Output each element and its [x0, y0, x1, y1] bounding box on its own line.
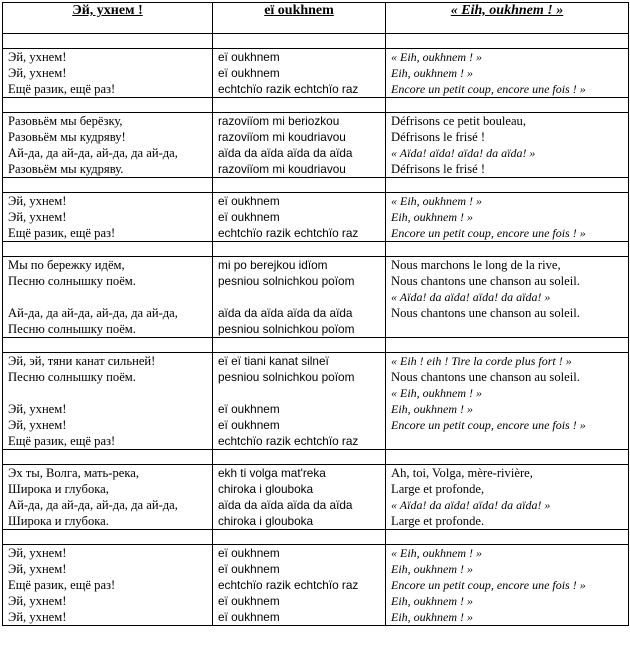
spacer-cell	[3, 178, 213, 193]
lyric-line: Nous chantons une chanson au soleil.	[391, 274, 580, 288]
spacer-cell	[386, 98, 629, 113]
lyric-line: Encore un petit coup, encore une fois ! »	[391, 226, 586, 240]
french-cell	[386, 113, 629, 178]
lyric-line: echtchïo razik echtchïo raz	[218, 82, 359, 96]
lyric-line	[8, 289, 207, 305]
lyric-line: eï oukhnem	[218, 562, 280, 576]
lyric-line: Nous marchons le long de la rive,	[391, 258, 561, 272]
lyric-line: Encore un petit coup, encore une fois ! »	[391, 578, 586, 592]
lyric-line: Песню солнышку поём.	[8, 274, 136, 288]
lyrics-body	[3, 34, 629, 626]
lyric-line: Эй, эй, тяни канат сильней!	[8, 354, 156, 368]
lyric-line: aïda da aïda aïda da aïda	[218, 498, 353, 512]
lyric-line: eï oukhnem	[218, 546, 280, 560]
lyric-line: Эй, ухнем!	[8, 546, 67, 560]
transliteration-cell	[213, 49, 386, 98]
french-cell	[386, 193, 629, 242]
spacer-row	[3, 34, 629, 49]
lyric-line: eï oukhnem	[218, 594, 280, 608]
lyric-line: eï oukhnem	[218, 402, 280, 416]
spacer-row	[3, 242, 629, 257]
lyric-line: Песню солнышку поём.	[8, 370, 136, 384]
transliteration-cell	[213, 113, 386, 178]
lyric-line: « Aïda! da aïda! aïda! da aïda! »	[391, 498, 551, 512]
spacer-cell	[213, 34, 386, 49]
french-cell	[386, 465, 629, 530]
header-russian: Эй, ухнем !	[3, 3, 213, 34]
verse-row	[3, 257, 629, 338]
lyric-line: « Eih, oukhnem ! »	[391, 546, 482, 560]
header-transliteration: eï oukhnem	[213, 3, 386, 34]
lyric-line: Défrisons ce petit bouleau,	[391, 114, 526, 128]
verse-row	[3, 353, 629, 450]
russian-cell	[3, 193, 213, 242]
lyric-line: Эй, ухнем!	[8, 194, 67, 208]
french-cell	[386, 353, 629, 450]
header-french: « Eih, oukhnem ! »	[386, 3, 629, 34]
lyric-line: Эй, ухнем!	[8, 66, 67, 80]
spacer-row	[3, 530, 629, 545]
lyric-line: Ah, toi, Volga, mère-rivière,	[391, 466, 533, 480]
lyric-line: echtchïo razik echtchïo raz	[218, 226, 359, 240]
lyric-line: Разовьём мы берёзку,	[8, 114, 123, 128]
lyric-line: Eih, oukhnem ! »	[391, 66, 473, 80]
lyric-line: Nous chantons une chanson au soleil.	[391, 306, 580, 320]
lyric-line: razoviïom mi koudriavou	[218, 130, 346, 144]
lyric-line: « Eih, oukhnem ! »	[391, 50, 482, 64]
verse-row	[3, 193, 629, 242]
lyric-line: pesniou solnichkou poïom	[218, 322, 355, 336]
spacer-cell	[3, 450, 213, 465]
lyric-line	[218, 289, 380, 305]
spacer-cell	[386, 338, 629, 353]
lyric-line: Эй, ухнем!	[8, 610, 67, 624]
lyric-line: pesniou solnichkou poïom	[218, 274, 355, 288]
russian-cell	[3, 257, 213, 338]
lyric-line: eï oukhnem	[218, 66, 280, 80]
spacer-cell	[3, 530, 213, 545]
lyric-line: Разовьём мы кудряву!	[8, 130, 126, 144]
lyric-line: Песню солнышку поём.	[8, 322, 136, 336]
lyric-line: echtchïo razik echtchïo raz	[218, 434, 359, 448]
russian-cell	[3, 353, 213, 450]
lyric-line: Ай-да, да ай-да, ай-да, да ай-да,	[8, 146, 178, 160]
russian-cell	[3, 465, 213, 530]
lyric-line: Encore un petit coup, encore une fois ! »	[391, 82, 586, 96]
lyric-line: eï eï tiani kanat silneï	[218, 354, 329, 368]
lyric-line	[8, 385, 207, 401]
lyric-line: Эй, ухнем!	[8, 562, 67, 576]
lyric-line	[391, 321, 623, 337]
lyric-line: Эх ты, Волга, мать-река,	[8, 466, 140, 480]
lyric-line: Широка и глубока.	[8, 514, 109, 528]
spacer-cell	[386, 450, 629, 465]
spacer-cell	[3, 242, 213, 257]
lyric-line: Eih, oukhnem ! »	[391, 402, 473, 416]
lyric-line: Encore un petit coup, encore une fois ! »	[391, 418, 586, 432]
lyric-line: mi po berejkou idïom	[218, 258, 328, 272]
spacer-cell	[386, 34, 629, 49]
lyric-line: Nous chantons une chanson au soleil.	[391, 370, 580, 384]
lyric-line: « Eih, oukhnem ! »	[391, 386, 482, 400]
verse-row	[3, 465, 629, 530]
lyric-line: Ай-да, да ай-да, ай-да, да ай-да,	[8, 498, 178, 512]
spacer-cell	[3, 34, 213, 49]
spacer-row	[3, 178, 629, 193]
lyric-line: Eih, oukhnem ! »	[391, 594, 473, 608]
spacer-cell	[213, 338, 386, 353]
lyric-line: Large et profonde.	[391, 514, 485, 528]
french-cell	[386, 545, 629, 626]
lyric-line: « Eih, oukhnem ! »	[391, 194, 482, 208]
lyric-line: aïda da aïda aïda da aïda	[218, 306, 353, 320]
spacer-cell	[213, 98, 386, 113]
lyric-line: razoviïom mi koudriavou	[218, 162, 346, 176]
lyric-line: chiroka i glouboka	[218, 482, 314, 496]
lyric-line: Эй, ухнем!	[8, 402, 67, 416]
transliteration-cell	[213, 353, 386, 450]
lyric-line: aïda da aïda aïda da aïda	[218, 146, 353, 160]
lyric-line: echtchïo razik echtchïo raz	[218, 578, 359, 592]
transliteration-cell	[213, 545, 386, 626]
lyric-line: eï oukhnem	[218, 210, 280, 224]
lyric-line: Ещё разик, ещё раз!	[8, 226, 116, 240]
lyric-line	[391, 433, 623, 449]
lyric-line: Défrisons le frisé !	[391, 130, 486, 144]
spacer-row	[3, 338, 629, 353]
lyric-line: eï oukhnem	[218, 194, 280, 208]
lyric-line: eï oukhnem	[218, 610, 280, 624]
lyric-line: eï oukhnem	[218, 50, 280, 64]
lyric-line: eï oukhnem	[218, 418, 280, 432]
russian-cell	[3, 545, 213, 626]
spacer-cell	[213, 242, 386, 257]
spacer-cell	[3, 338, 213, 353]
spacer-cell	[213, 178, 386, 193]
verse-row	[3, 49, 629, 98]
lyric-line: Широка и глубока,	[8, 482, 109, 496]
lyric-line	[218, 385, 380, 401]
verse-row	[3, 545, 629, 626]
french-cell	[386, 49, 629, 98]
lyrics-table	[2, 2, 629, 626]
lyric-line: Eih, oukhnem ! »	[391, 210, 473, 224]
spacer-cell	[386, 242, 629, 257]
russian-cell	[3, 49, 213, 98]
verse-row	[3, 113, 629, 178]
lyric-line: Eih, oukhnem ! »	[391, 562, 473, 576]
transliteration-cell	[213, 257, 386, 338]
lyric-line: chiroka i glouboka	[218, 514, 314, 528]
lyric-line: Мы по бережку идём,	[8, 258, 125, 272]
lyric-line: « Aïda! da aïda! aïda! da aïda! »	[391, 290, 551, 304]
russian-cell	[3, 113, 213, 178]
spacer-cell	[3, 98, 213, 113]
lyric-line: Ещё разик, ещё раз!	[8, 434, 116, 448]
spacer-cell	[213, 450, 386, 465]
spacer-cell	[213, 530, 386, 545]
lyric-line: Eih, oukhnem ! »	[391, 610, 473, 624]
transliteration-cell	[213, 193, 386, 242]
lyric-line: Эй, ухнем!	[8, 50, 67, 64]
lyric-line: Эй, ухнем!	[8, 210, 67, 224]
lyric-line: Large et profonde,	[391, 482, 485, 496]
lyric-line: Эй, ухнем!	[8, 418, 67, 432]
lyric-line: « Eih ! eih ! Tire la corde plus fort ! »	[391, 354, 572, 368]
lyric-line: razoviïom mi beriozkou	[218, 114, 340, 128]
lyric-line: pesniou solnichkou poïom	[218, 370, 355, 384]
lyric-line: Ай-да, да ай-да, ай-да, да ай-да,	[8, 306, 178, 320]
spacer-cell	[386, 178, 629, 193]
french-cell	[386, 257, 629, 338]
spacer-row	[3, 98, 629, 113]
lyric-line: Ещё разик, ещё раз!	[8, 578, 116, 592]
lyric-line: Ещё разик, ещё раз!	[8, 82, 116, 96]
lyric-line: ekh ti volga mat'reka	[218, 466, 326, 480]
transliteration-cell	[213, 465, 386, 530]
header-row	[3, 3, 629, 34]
lyric-line: « Aïda! aïda! aïda! da aïda! »	[391, 146, 536, 160]
lyric-line: Эй, ухнем!	[8, 594, 67, 608]
lyric-line: Défrisons le frisé !	[391, 162, 486, 176]
spacer-row	[3, 450, 629, 465]
spacer-cell	[386, 530, 629, 545]
lyric-line: Разовьём мы кудряву.	[8, 162, 124, 176]
